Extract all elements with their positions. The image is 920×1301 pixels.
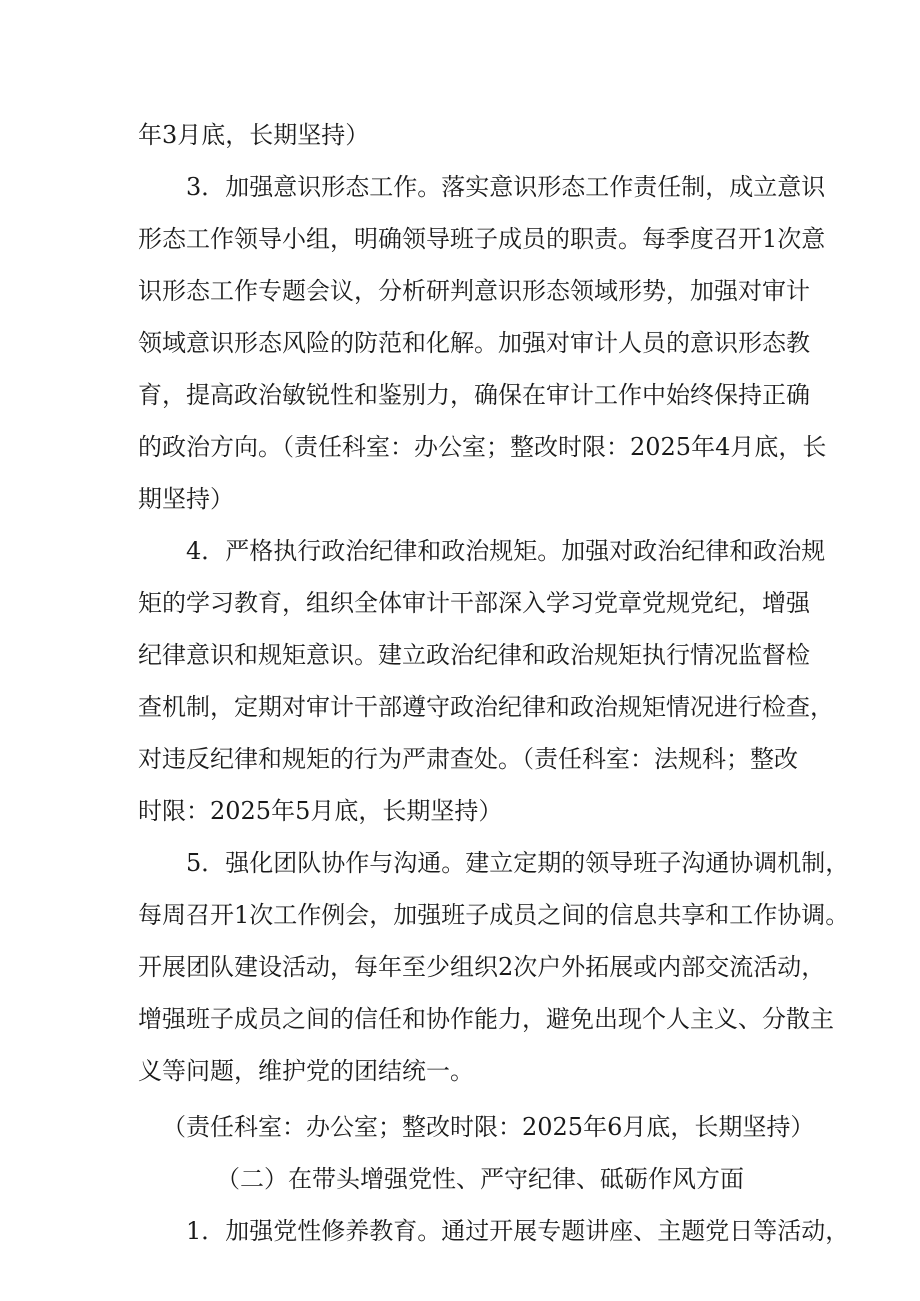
item-5-responsibility: （责任科室：办公室；整改时限：2025年6月底，长期坚持） [162,1113,815,1141]
item-5-line-3: 开展团队建设活动，每年至少组织2次户外拓展或内部交流活动， [138,953,826,981]
item-4-line-6: 时限：2025年5月底，长期坚持） [138,797,503,825]
item-5-line-5: 义等问题，维护党的团结统一。 [138,1057,474,1085]
text-line-1: 年3月底，长期坚持） [138,121,370,149]
item-5-line-4: 增强班子成员之间的信任和协作能力，避免出现个人主义、分散主 [138,1005,834,1033]
item-3-line-2: 形态工作领导小组，明确领导班子成员的职责。每季度召开1次意 [138,225,826,253]
item-5-line-2: 每周召开1次工作例会，加强班子成员之间的信息共享和工作协调。 [138,901,850,929]
item-5-line-1: 5．强化团队协作与沟通。建立定期的领导班子沟通协调机制， [186,849,850,877]
item-1-line-1: 1．加强党性修养教育。通过开展专题讲座、主题党日等活动， [186,1217,850,1245]
item-4-line-2: 矩的学习教育，组织全体审计干部深入学习党章党规党纪，增强 [138,589,810,617]
item-3-line-5: 育，提高政治敏锐性和鉴别力，确保在审计工作中始终保持正确 [138,381,810,409]
item-4-line-4: 查机制，定期对审计干部遵守政治纪律和政治规矩情况进行检查， [138,693,834,721]
item-3-line-1: 3．加强意识形态工作。落实意识形态工作责任制，成立意识 [186,173,826,201]
section-heading-2: （二）在带头增强党性、严守纪律、砥砺作风方面 [216,1165,744,1193]
item-3-line-7: 期坚持） [138,485,234,513]
item-3-line-6: 的政治方向。（责任科室：办公室；整改时限：2025年4月底，长 [138,433,827,461]
item-4-line-5: 对违反纪律和规矩的行为严肃查处。（责任科室：法规科；整改 [138,745,798,773]
item-4-line-1: 4．严格执行政治纪律和政治规矩。加强对政治纪律和政治规 [186,537,826,565]
item-3-line-3: 识形态工作专题会议，分析研判意识形态领域形势，加强对审计 [138,277,810,305]
item-4-line-3: 纪律意识和规矩意识。建立政治纪律和政治规矩执行情况监督检 [138,641,810,669]
item-3-line-4: 领域意识形态风险的防范和化解。加强对审计人员的意识形态教 [138,329,810,357]
